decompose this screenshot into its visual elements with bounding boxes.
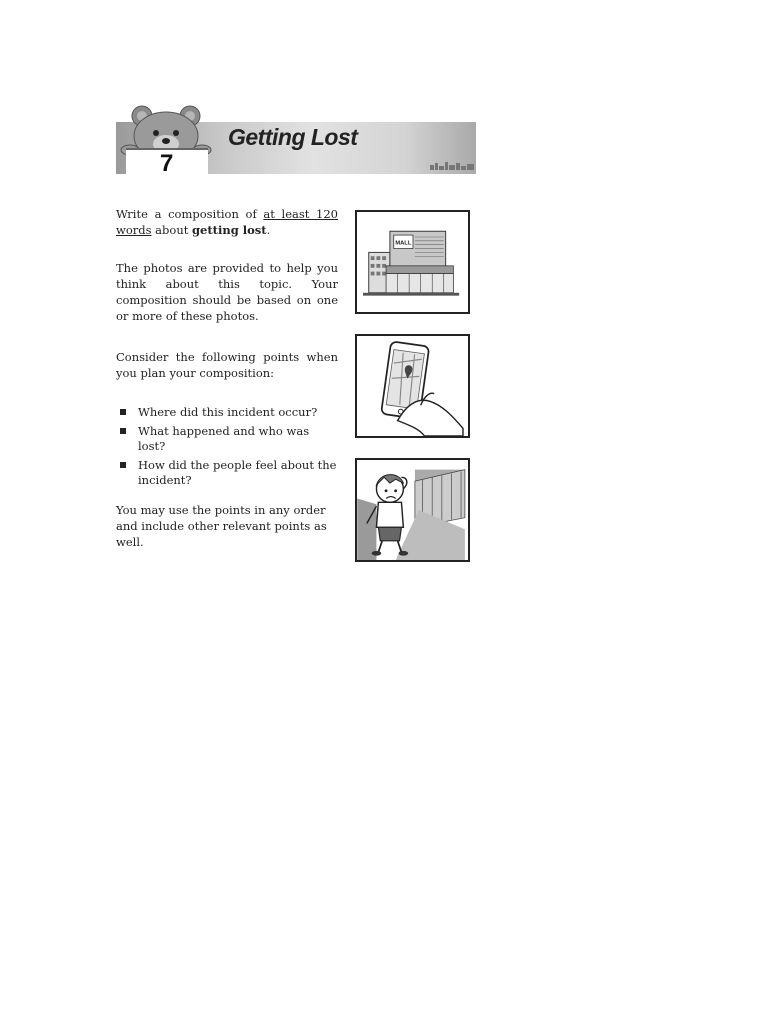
instruction-text: . xyxy=(266,223,271,237)
shopping-mall-illustration xyxy=(357,212,468,312)
city-skyline-icon xyxy=(430,160,474,170)
chapter-number: 7 xyxy=(126,148,208,176)
instruction-paragraph-4: You may use the points in any order and include other relevant points as well. xyxy=(116,503,327,549)
word-count-requirement: at least 120 words xyxy=(116,207,338,237)
bullet-icon xyxy=(120,428,126,434)
chapter-title: Getting Lost xyxy=(228,124,358,150)
point-text: Where did this incident occur? xyxy=(138,405,318,419)
point-text: What happened and who was lost? xyxy=(138,424,310,453)
chapter-banner xyxy=(116,104,476,177)
points-list xyxy=(116,405,338,488)
lost-boy-illustration xyxy=(357,460,468,560)
instructions xyxy=(116,206,338,550)
topic-bold: getting lost xyxy=(192,223,267,237)
instruction-text: about xyxy=(151,223,193,237)
photo-lost-boy xyxy=(355,458,470,562)
list-item xyxy=(116,405,338,420)
bullet-icon xyxy=(120,409,126,415)
bullet-icon xyxy=(120,462,126,468)
instruction-paragraph-1 xyxy=(116,206,338,238)
mall-sign: MALL xyxy=(395,240,412,247)
phone-map-illustration xyxy=(357,336,468,436)
photo-phone-map xyxy=(355,334,470,438)
list-item xyxy=(116,424,338,454)
instruction-paragraph-2: The photos are provided to help you think about this topic. Your composition should be based on one or more of these photos. xyxy=(116,261,338,323)
list-item xyxy=(116,458,338,488)
point-text: How did the people feel about the incident? xyxy=(138,458,337,487)
instruction-paragraph-3: Consider the following points when you plan your composition: xyxy=(116,350,338,380)
photo-mall xyxy=(355,210,470,314)
instruction-text: Write a composition of xyxy=(116,207,264,221)
